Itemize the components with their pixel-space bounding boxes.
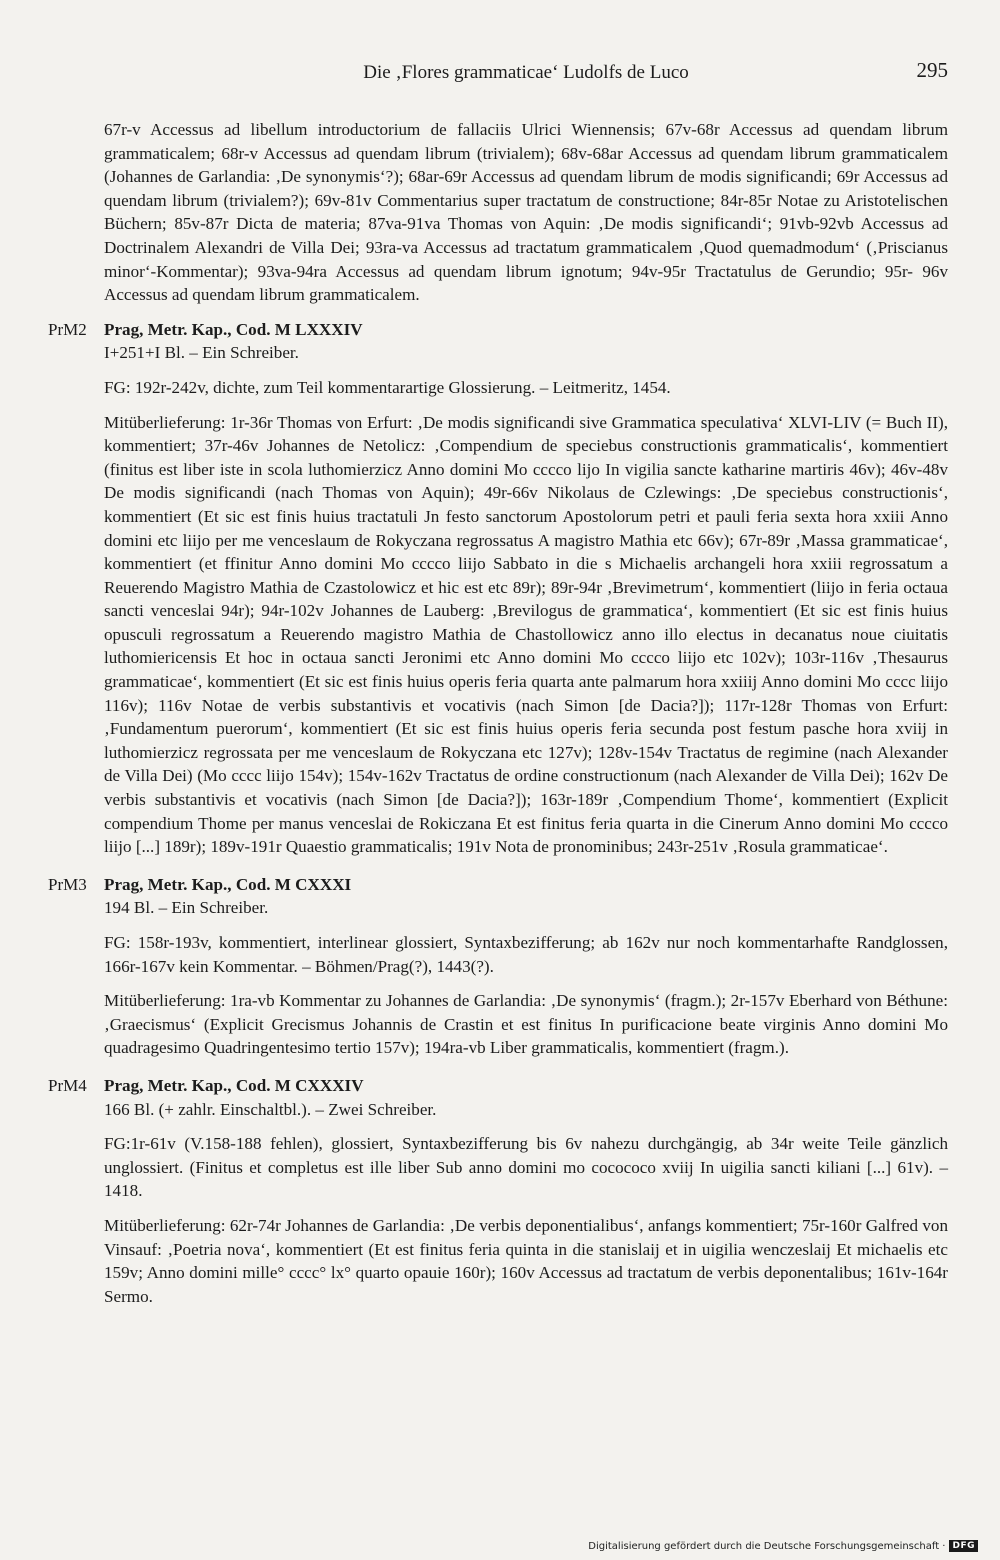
- manuscript-entry-prm4: [48, 1074, 948, 1308]
- digitization-credit: [588, 1540, 978, 1552]
- manuscript-entry-prm2: [48, 318, 948, 859]
- fg-paragraph: FG: 192r-242v, dichte, zum Teil kommentarartige Glossierung. – Leitmeritz, 1454.: [104, 377, 671, 397]
- fg-paragraph: FG: 158r-193v, kommentiert, interlinear glossiert, Syntaxbezifferung; ab 162v nur noch kommentarhafte Randglossen, 166r-167v kein Kommentar. – Böhmen/Prag(?), 1443(?).: [104, 933, 948, 976]
- entry-title: Prag, Metr. Kap., Cod. M LXXXIV: [104, 319, 363, 339]
- leaves-info: 166 Bl. (+ zahlr. Einschaltbl.). – Zwei Schreiber.: [104, 1099, 437, 1119]
- page-body: [48, 118, 948, 1319]
- siglum: PrM4: [48, 1075, 87, 1095]
- entry-title: Prag, Metr. Kap., Cod. M CXXXIV: [104, 1075, 364, 1095]
- siglum: PrM2: [48, 319, 87, 339]
- leaves-info: I+251+I Bl. – Ein Schreiber.: [104, 343, 299, 363]
- mitueberlieferung-paragraph: Mitüberlieferung: 1ra-vb Kommentar zu Johannes de Garlandia: ‚De synonymis‘ (fragm.); 2r-157v Eberhard von Béthune: ‚Graecismus‘ (Explicit Grecismus Johannis de Crastin et est finitus In purificacione beate virginis Anno domini Mo quadragesimo Quadringentesimo tertio 157v); 194ra-vb Liber grammaticalis, kommentiert (fragm.).: [104, 991, 948, 1058]
- dfg-logo-icon: DFG: [949, 1540, 978, 1552]
- leaves-info: 194 Bl. – Ein Schreiber.: [104, 898, 269, 918]
- footer-text: Digitalisierung gefördert durch die Deutsche Forschungsgemeinschaft ·: [588, 1540, 946, 1552]
- siglum: PrM3: [48, 874, 87, 894]
- running-title: Die ‚Flores grammaticae‘ Ludolfs de Luco: [363, 62, 689, 83]
- page-header: [104, 58, 948, 88]
- entry-title: Prag, Metr. Kap., Cod. M CXXXI: [104, 874, 352, 894]
- page-number: 295: [916, 58, 948, 82]
- intro-paragraph: 67r-v Accessus ad libellum introductorium de fallaciis Ulrici Wiennensis; 67v-68r Accessus ad quendam librum grammaticalem; 68r-v Accessus ad quendam librum (trivialem); 68v-68ar Accessus ad quendam librum grammaticalem (Johannes de Garlandia: ‚De synonymis‘?); 68ar-69r Accessus ad quendam librum de modis significandi; 69r Accessus ad quendam librum (trivialem?); 69v-81v Commentarius super tractatum de constructione; 84r-85r Notae zu Aristotelischen Büchern; 85v-87r Dicta de materia; 87va-91va Thomas von Aquin: ‚De modis significandi‘; 91vb-92vb Accessus ad Doctrinalem Alexandri de Villa Dei; 93ra-va Accessus ad tractatum grammaticalem ‚Quod quemadmodum‘ (‚Priscianus minor‘-Kommentar); 93va-94ra Accessus ad quendam librum ignotum; 94v-95r Tractatulus de Gerundio; 95r- 96v Accessus ad quendam librum grammaticalem.: [104, 120, 948, 305]
- manuscript-entry-prm3: [48, 873, 948, 1060]
- fg-paragraph: FG:1r-61v (V.158-188 fehlen), glossiert, Syntaxbezifferung bis 6v nahezu durchgängig, ab 34r weite Teile gänzlich unglossiert. (Finitus et completus est ille liber Sub anno domini mo cocococo xviij In uigilia sancti kiliani [...] 61v). – 1418.: [104, 1134, 948, 1201]
- mitueberlieferung-paragraph: Mitüberlieferung: 1r-36r Thomas von Erfurt: ‚De modis significandi sive Grammatica speculativa‘ XLVI-LIV (= Buch II), kommentiert; 37r-46v Johannes de Netolicz: ‚Compendium de speciebus constructionis grammaticalis‘, kommentiert (finitus est liber iste in scola luthomierzicz Anno domini Mo cccco lijo In vigilia sancte katharine martiris 46v); 46v-48v De modis significandi (nach Thomas von Aquin); 49r-66v Nikolaus de Czlewings: ‚De speciebus constructionis‘, kommentiert (Et sic est finis huius tractatuli Jn festo sanctorum Apostolorum petri et pauli feria sexta hora xxiii Anno domini etc liijo per me venceslaum de Rokyczana regrossatus A magistro Mathia etc 66v); 67r-89r ‚Massa grammaticae‘, kommentiert (et ffinitur Anno domini Mo cccco liijo Sabbato in die s Michaelis archangeli hora xxiii regrossatum a Reuerendo Magistro Mathia de Czastolowicz et hic est etc 89r); 89r-94r ‚Brevimetrum‘, kommentiert (liijo in feria octaua sancti venceslai 94r); 94r-102v Johannes de Lauberg: ‚Brevilogus de grammatica‘, kommentiert (Et sic est finis huius opusculi regrossatum a Reuerendo magistro Mathia de Chastollowicz anno illo electus in decanatus noue ciuitatis luthomiericensis Et hoc in octaua sancti Jeronimi etc Anno domini Mo cccco liijo etc 102v); 103r-116v ‚Thesaurus grammaticae‘, kommentiert (Et sic est finis huius operis feria quarta ante palmarum hora xxiiij Anno domini Mo cccc liijo 116v); 116v Notae de verbis substantivis et vocativis (nach Simon [de Dacia?]); 117r-128r Thomas von Erfurt: ‚Fundamentum puerorum‘, kommentiert (Et sic est finis huius operis feria secunda post festum pasche hora xviij in luthomierzicz regrossata per me venceslaum de Rokyczana etc 127v); 128v-154v Tractatus de regimine (nach Alexander de Villa Dei) (Mo cccc liijo 154v); 154v-162v Tractatus de ordine constructionum (nach Alexander de Villa Dei); 162v De verbis substantivis et vocativis (nach Simon [de Dacia?]); 163r-189r ‚Compendium Thome‘, kommentiert (Explicit compendium Thome per manus venceslai de Rokiczana Et est finitus feria quarta in die Cinerum Anno domini Mo cccco liijo [...] 189r); 189v-191r Quaestio grammaticalis; 191v Nota de pronominibus; 243r-251v ‚Rosula grammaticae‘.: [104, 412, 948, 857]
- mitueberlieferung-paragraph: Mitüberlieferung: 62r-74r Johannes de Garlandia: ‚De verbis deponentialibus‘, anfangs kommentiert; 75r-160r Galfred von Vinsauf: ‚Poetria nova‘, kommentiert (Et est finitus feria quinta in die stanislaij et in uigilia wenczeslaij Et michaelis etc 159v; Anno domini mille° cccc° lx° quarto opauie 160r); 160v Accessus ad tractatum de verbis deponentalibus; 161v-164r Sermo.: [104, 1215, 948, 1306]
